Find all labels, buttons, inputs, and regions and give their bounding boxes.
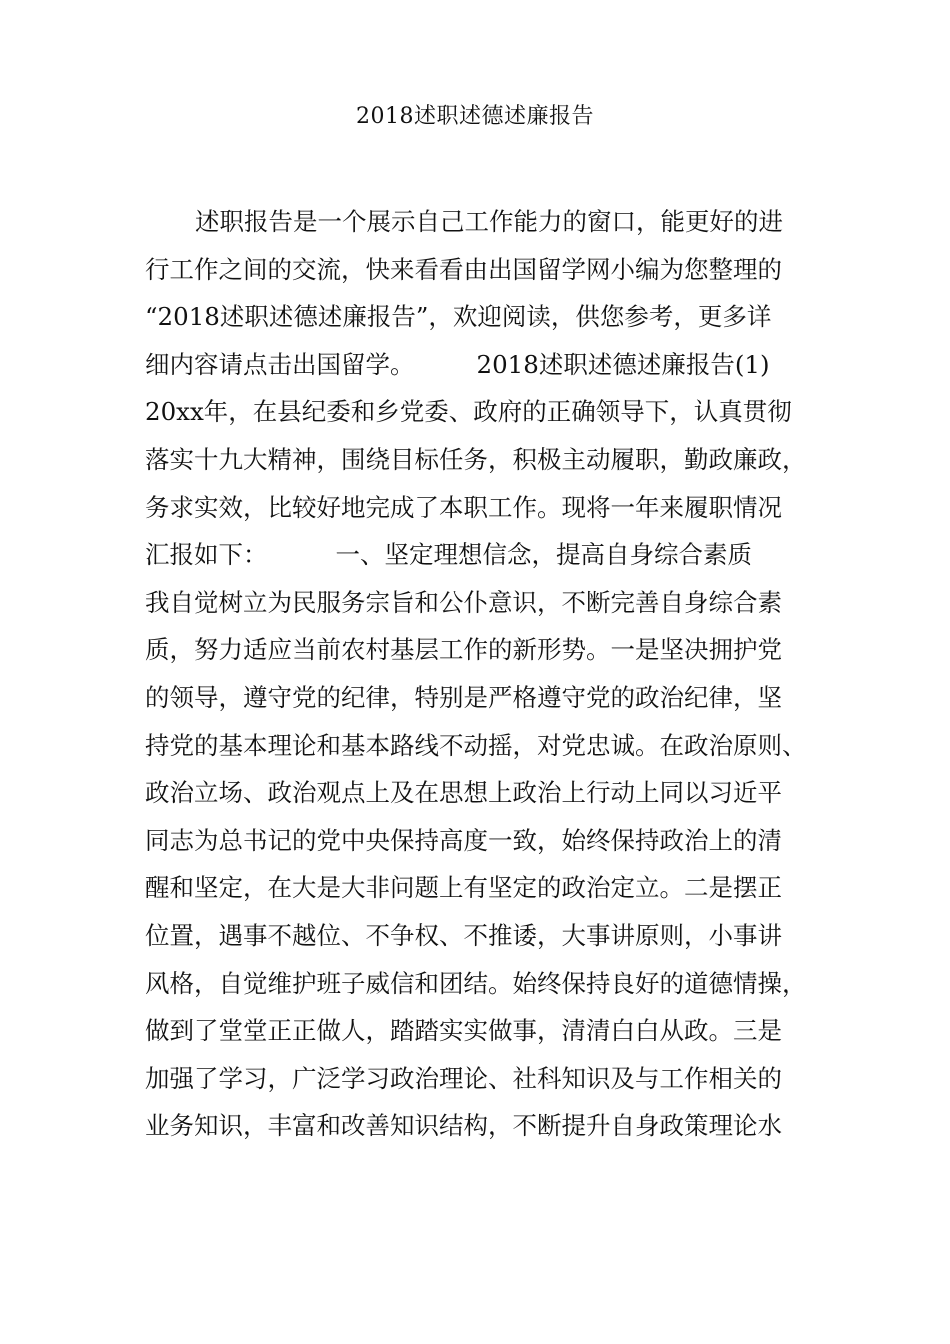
body-line: 加强了学习，广泛学习政治理论、社科知识及与工作相关的 <box>145 1063 782 1093</box>
body-line: 政治立场、政治观点上及在思想上政治上行动上同以习近平 <box>145 778 782 808</box>
body-line: 务求实效，比较好地完成了本职工作。现将一年来履职情况 <box>145 492 782 522</box>
body-text: 细内容请点击出国留学。 <box>145 349 415 379</box>
body-line: 风格，自觉维护班子威信和团结。始终保持良好的道德情操， <box>145 968 807 998</box>
body-line-with-heading <box>145 531 813 579</box>
body-line-with-heading <box>145 341 813 389</box>
body-line: 醒和坚定，在大是大非问题上有坚定的政治定立。二是摆正 <box>145 873 782 903</box>
body-line: 同志为总书记的党中央保持高度一致，始终保持政治上的清 <box>145 825 782 855</box>
body-text: 汇报如下： <box>145 540 268 570</box>
body-line: 20xx年，在县纪委和乡党委、政府的正确领导下，认真贯彻 <box>145 397 792 427</box>
document-title: 2018述职述德述廉报告 <box>356 104 594 129</box>
body-line: 落实十九大精神，围绕目标任务，积极主动履职，勤政廉政， <box>145 444 807 474</box>
body-line: 行工作之间的交流，快来看看由出国留学网小编为您整理的 <box>145 254 782 284</box>
body-line: 位置，遇事不越位、不争权、不推诿，大事讲原则，小事讲 <box>145 920 782 950</box>
section-heading: 一、坚定理想信念，提高自身综合素质 <box>335 540 752 570</box>
section-heading: 2018述职述德述廉报告(1) <box>476 349 770 379</box>
body-line: 业务知识，丰富和改善知识结构，不断提升自身政策理论水 <box>145 1111 782 1141</box>
body-line: “2018述职述德述廉报告”，欢迎阅读，供您参考，更多详 <box>145 302 772 332</box>
body-line: 质，努力适应当前农村基层工作的新形势。一是坚决拥护党 <box>145 635 782 665</box>
body-line: 做到了堂堂正正做人，踏踏实实做事，清清白白从政。三是 <box>145 1016 782 1046</box>
body-line: 我自觉树立为民服务宗旨和公仆意识，不断完善自身综合素 <box>145 587 782 617</box>
body-line: 的领导，遵守党的纪律，特别是严格遵守党的政治纪律，坚 <box>145 682 782 712</box>
body-line: 持党的基本理论和基本路线不动摇，对党忠诚。在政治原则、 <box>145 730 807 760</box>
document-body <box>145 198 813 1150</box>
body-line: 述职报告是一个展示自己工作能力的窗口，能更好的进 <box>195 207 783 236</box>
